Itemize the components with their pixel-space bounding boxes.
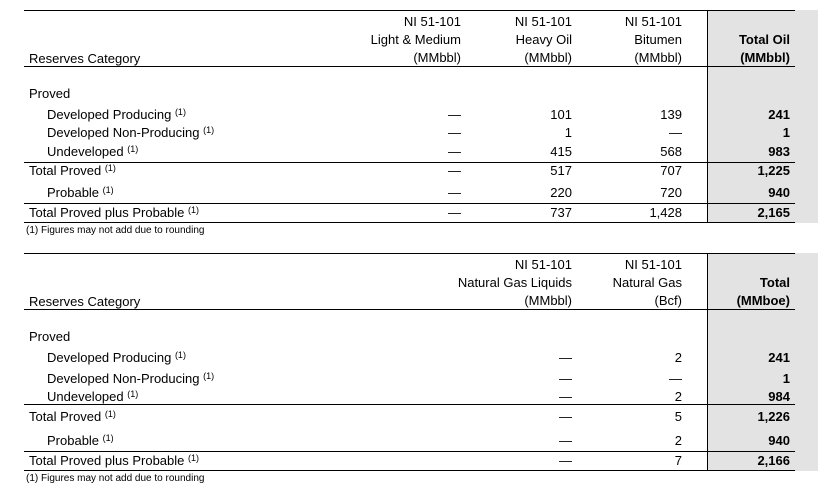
col-header-total-oil-1: Total Oil [738,32,790,47]
row-label: Total Proved $^{(1)}$ [29,409,116,424]
bottom-rule [24,470,795,471]
row-label: Undeveloped $^{(1)}$ [47,389,139,404]
col-header-total-1: Total [759,275,790,290]
cell-total: 940 [768,433,790,448]
col-header-natural-gas-3: (Bcf) [654,293,682,308]
cell-total: 940 [768,185,790,200]
col-header-natural-gas-2: Natural Gas [612,275,682,290]
cell-ngl: — [559,453,572,468]
col-header-heavy-oil-2: Heavy Oil [515,32,572,47]
row-label: Total Proved $^{(1)}$ [29,163,116,178]
category-header: Reserves Category [29,51,141,66]
cell-total: 984 [768,389,790,404]
col-header-heavy-oil-3: (MMbbl) [524,50,572,65]
grand-total-rule [24,203,795,204]
cell-total: 241 [768,350,790,365]
col-header-bitumen-3: (MMbbl) [634,50,682,65]
col-header-natural-gas-1: NI 51-101 [624,257,682,272]
col-header-total-2: (MMboe) [736,293,790,308]
col-header-ngl-2: Natural Gas Liquids [457,275,572,290]
section-label-proved: Proved [29,329,71,344]
cell-bitumen: 707 [660,163,682,178]
row-label: Developed Producing $^{(1)}$ [47,107,186,122]
cell-total: 983 [768,144,790,159]
ngl-gas-reserves-table [24,250,795,490]
col-header-light-medium-3: (MMbbl) [413,50,461,65]
cell-ngl: — [559,433,572,448]
cell-ngl: — [559,350,572,365]
rounding-footnote: (1) Figures may not add due to rounding [26,473,205,484]
row-label: Total Proved plus Probable $^{(1)}$ [29,205,199,220]
cell-heavy-oil: 415 [550,144,572,159]
cell-total: 1 [782,371,790,386]
cell-bitumen: 568 [660,144,682,159]
row-label: Probable $^{(1)}$ [47,185,114,200]
row-label: Total Proved plus Probable $^{(1)}$ [29,453,199,468]
row-label: Developed Producing $^{(1)}$ [47,350,186,365]
cell-ngl: — [559,371,572,386]
cell-total: 2,165 [757,205,790,220]
col-header-ngl-3: (MMbbl) [524,293,572,308]
grand-total-rule [24,451,795,452]
cell-ngl: — [559,389,572,404]
section-label-proved: Proved [29,86,71,101]
cell-bitumen: 139 [660,107,682,122]
cell-natural-gas: 2 [674,433,682,448]
cell-heavy-oil: 517 [550,163,572,178]
col-header-bitumen-2: Bitumen [634,32,682,47]
col-header-light-medium-2: Light & Medium [370,32,461,47]
cell-total: 1,226 [757,409,790,424]
cell-light-medium: — [448,125,461,140]
rounding-footnote: (1) Figures may not add due to rounding [26,225,205,236]
cell-ngl: — [559,409,572,424]
oil-reserves-table [24,0,795,245]
cell-total: 2,166 [757,453,790,468]
cell-light-medium: — [448,144,461,159]
total-column-divider [707,253,708,471]
cell-natural-gas: 2 [674,389,682,404]
row-label: Developed Non-Producing $^{(1)}$ [47,371,215,386]
row-label: Undeveloped $^{(1)}$ [47,144,139,159]
col-header-heavy-oil-1: NI 51-101 [514,14,572,29]
col-header-ngl-1: NI 51-101 [514,257,572,272]
bottom-rule [24,222,795,223]
cell-light-medium: — [448,185,461,200]
cell-total: 1,225 [757,163,790,178]
top-rule [24,10,795,11]
col-header-light-medium-1: NI 51-101 [403,14,461,29]
cell-light-medium: — [448,163,461,178]
category-header: Reserves Category [29,294,141,309]
row-label: Developed Non-Producing $^{(1)}$ [47,125,215,140]
col-header-bitumen-1: NI 51-101 [624,14,682,29]
cell-natural-gas: 7 [674,453,682,468]
cell-bitumen: 720 [660,185,682,200]
cell-natural-gas: 2 [674,350,682,365]
total-column-divider [707,10,708,223]
top-rule [24,253,795,254]
col-header-total-oil-2: (MMbbl) [740,50,790,65]
cell-heavy-oil: 220 [550,185,572,200]
cell-natural-gas: 5 [674,409,682,424]
cell-total: 241 [768,107,790,122]
cell-bitumen: — [669,125,682,140]
cell-heavy-oil: 1 [564,125,572,140]
cell-heavy-oil: 737 [550,205,572,220]
cell-bitumen: 1,428 [649,205,682,220]
cell-total: 1 [782,125,790,140]
cell-heavy-oil: 101 [550,107,572,122]
cell-light-medium: — [448,205,461,220]
cell-light-medium: — [448,107,461,122]
row-label: Probable $^{(1)}$ [47,433,114,448]
cell-natural-gas: — [669,371,682,386]
